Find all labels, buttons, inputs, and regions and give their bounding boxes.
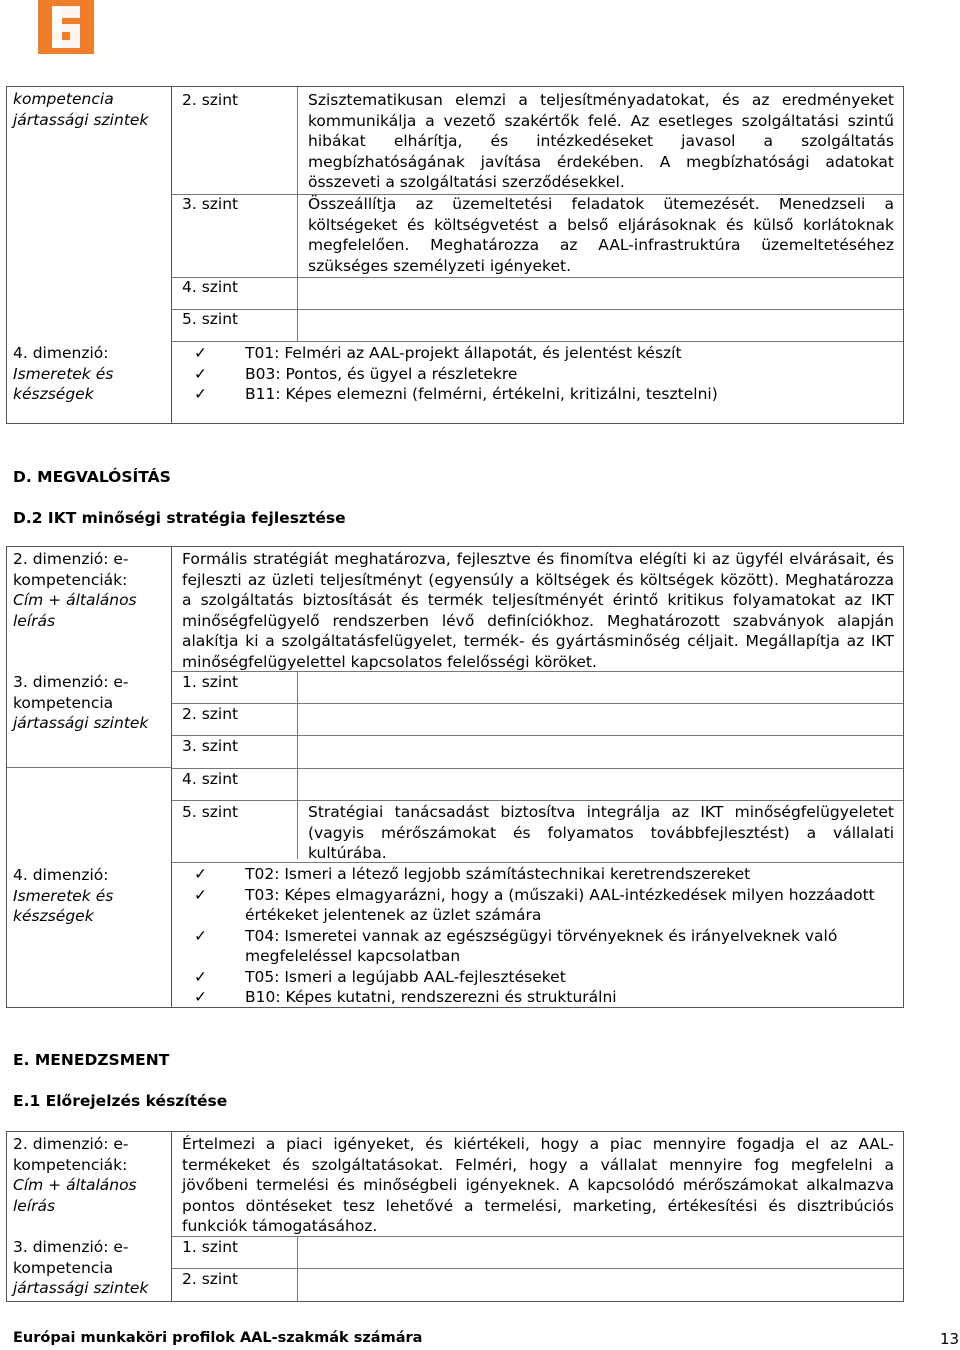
level-label: 1. szint [182,1238,239,1256]
page-number: 13 [940,1330,960,1348]
list-item: ✓ T04: Ismeretei vannak az egészségügyi törvényeknek és irányelveknek való megfeleléssel kapcsolatban [194,926,838,965]
dimension-3-label: 3. dimenzió: e- kompetencia jártassági szintek [13,1238,149,1297]
row-divider [172,768,903,769]
organization-logo [38,0,94,54]
level-label: 4. szint [182,770,239,788]
level-divider [297,671,298,859]
level-description: Összeállítja az üzemeltetési feladatok ütemezését. Menedzseli a költségeket és költségvetést a belső eljárásoknak és külső korlátoknak megfelelően. Meghatározza az AAL-infrastruktúra üzemeltetéséhez szükséges személyzeti igényeket. [308,195,894,275]
level-label: 1. szint [182,673,239,691]
checkmark-icon: ✓ [194,967,207,986]
row-divider [172,862,903,863]
competence-table-continued [6,86,904,424]
label-column [7,87,172,423]
label-column [7,1132,172,1301]
skills-list [194,864,884,1008]
level-label: 5. szint [182,803,239,821]
footer-title: Európai munkaköri profilok AAL-szakmák számára [13,1330,423,1346]
competence-table-d2 [6,546,904,1008]
row-divider [7,767,171,768]
row-divider [172,309,903,310]
row-divider [172,800,903,801]
list-item: ✓ B10: Képes kutatni, rendszerezni és strukturálni [194,988,617,1006]
row-divider [172,703,903,704]
checkmark-icon: ✓ [194,988,207,1006]
checkmark-icon: ✓ [194,385,207,403]
dimension-3-label: kompetencia jártassági szintek [13,90,149,129]
section-subheading: E.1 Előrejelzés készítése [13,1092,228,1110]
checkmark-icon: ✓ [194,865,207,883]
level-label: 2. szint [182,705,239,723]
row-divider [172,671,903,672]
level-label: 2. szint [182,91,239,109]
level-label: 3. szint [182,195,239,213]
content-column [172,1132,903,1301]
dimension-2-label: 2. dimenzió: e- kompetenciák: Cím + általános leírás [13,550,137,630]
row-divider [172,1236,903,1237]
section-subheading: D.2 IKT minőségi stratégia fejlesztése [13,509,346,527]
list-item: ✓ B11: Képes elemezni (felmérni, értékelni, kritizálni, tesztelni) [194,385,718,403]
section-heading: D. MEGVALÓSÍTÁS [13,468,171,486]
dimension-4-label: 4. dimenzió: Ismeretek és készségek [13,344,114,403]
level-label: 3. szint [182,737,239,755]
list-item: ✓ B03: Pontos, és ügyel a részletekre [194,364,518,383]
checkmark-icon: ✓ [194,885,207,904]
competence-description: Formális stratégiát meghatározva, fejlesztve és finomítva elégíti ki az ügyfél elvárásait, és fejleszti az üzleti teljesítményt (egyensúly a költségek és költségek között). Meghatározza a szolgáltatás biztosítását és termék teljesítményét érintő kritikus folyamatokat az IKT minőségfelügyelő rendszerben lévő definíciókhoz. Meghatározott szabványok alapján alakítja ki a szolgáltatásfelügyelet, termék- és gyártásminőség céljait. Megállapítja az IKT minőségfelügyelettel kapcsolatos felelősségi köröket. [182,550,894,671]
level-label: 2. szint [182,1270,239,1288]
checkmark-icon: ✓ [194,364,207,383]
list-item: ✓ T03: Képes elmagyarázni, hogy a (műszaki) AAL-intézkedések milyen hozzáadott értékeket jelentenek az üzlet számára [194,885,875,924]
competence-description: Értelmezi a piaci igényeket, és kiértékeli, hogy a piac mennyire fogadja el az AAL-termékeket és szolgáltatásokat. Felméri, hogy a vállalat mennyire fog megfelelni a jövőbeni termelési és minőségbeli igényeknek. A kapcsolódó mérőszámokat alkalmazva pontos döntéseket tesz lehetővé a termelési, marketing, értékesítési és disztribúciós funkciók támogatásához. [182,1135,894,1235]
row-divider [172,341,903,342]
dimension-2-label: 2. dimenzió: e- kompetenciák: Cím + általános leírás [13,1135,137,1215]
level-label: 4. szint [182,278,239,296]
row-divider [172,735,903,736]
level-description: Szisztematikusan elemzi a teljesítményadatokat, és az eredményeket kommunikálja a vezető szakértők felé. Az esetleges szolgáltatási szintű hibákat elhárítja, és intézkedéseket javasol a szolgáltatás megbízhatóságának javítása érdekében. A megbízhatósági adatokat összeveti a szolgáltatási szerződésekkel. [308,91,894,191]
checkmark-icon: ✓ [194,926,207,945]
competence-table-e1 [6,1131,904,1302]
level-description: Stratégiai tanácsadást biztosítva integrálja az IKT minőségfelügyeletet (vagyis mérőszámokat és folyamatos továbbfejlesztést) a vállalati kultúrába. [308,803,894,862]
checkmark-icon: ✓ [194,344,207,362]
level-divider [297,87,298,342]
list-item: ✓ T05: Ismeri a legújabb AAL-fejlesztéseket [194,967,566,986]
level-label: 5. szint [182,310,239,328]
section-heading: E. MENEDZSMENT [13,1051,170,1069]
content-column [172,87,903,423]
content-column [172,547,903,1007]
list-item: ✓ T02: Ismeri a létező legjobb számítástechnikai keretrendszereket [194,865,751,883]
row-divider [172,277,903,278]
dimension-3-label: 3. dimenzió: e- kompetencia jártassági szintek [13,673,149,732]
skills-list [194,343,884,405]
list-item: ✓ T01: Felméri az AAL-projekt állapotát, és jelentést készít [194,344,682,362]
row-divider [172,1268,903,1269]
dimension-4-label: 4. dimenzió: Ismeretek és készségek [13,866,114,925]
label-column [7,547,172,1007]
